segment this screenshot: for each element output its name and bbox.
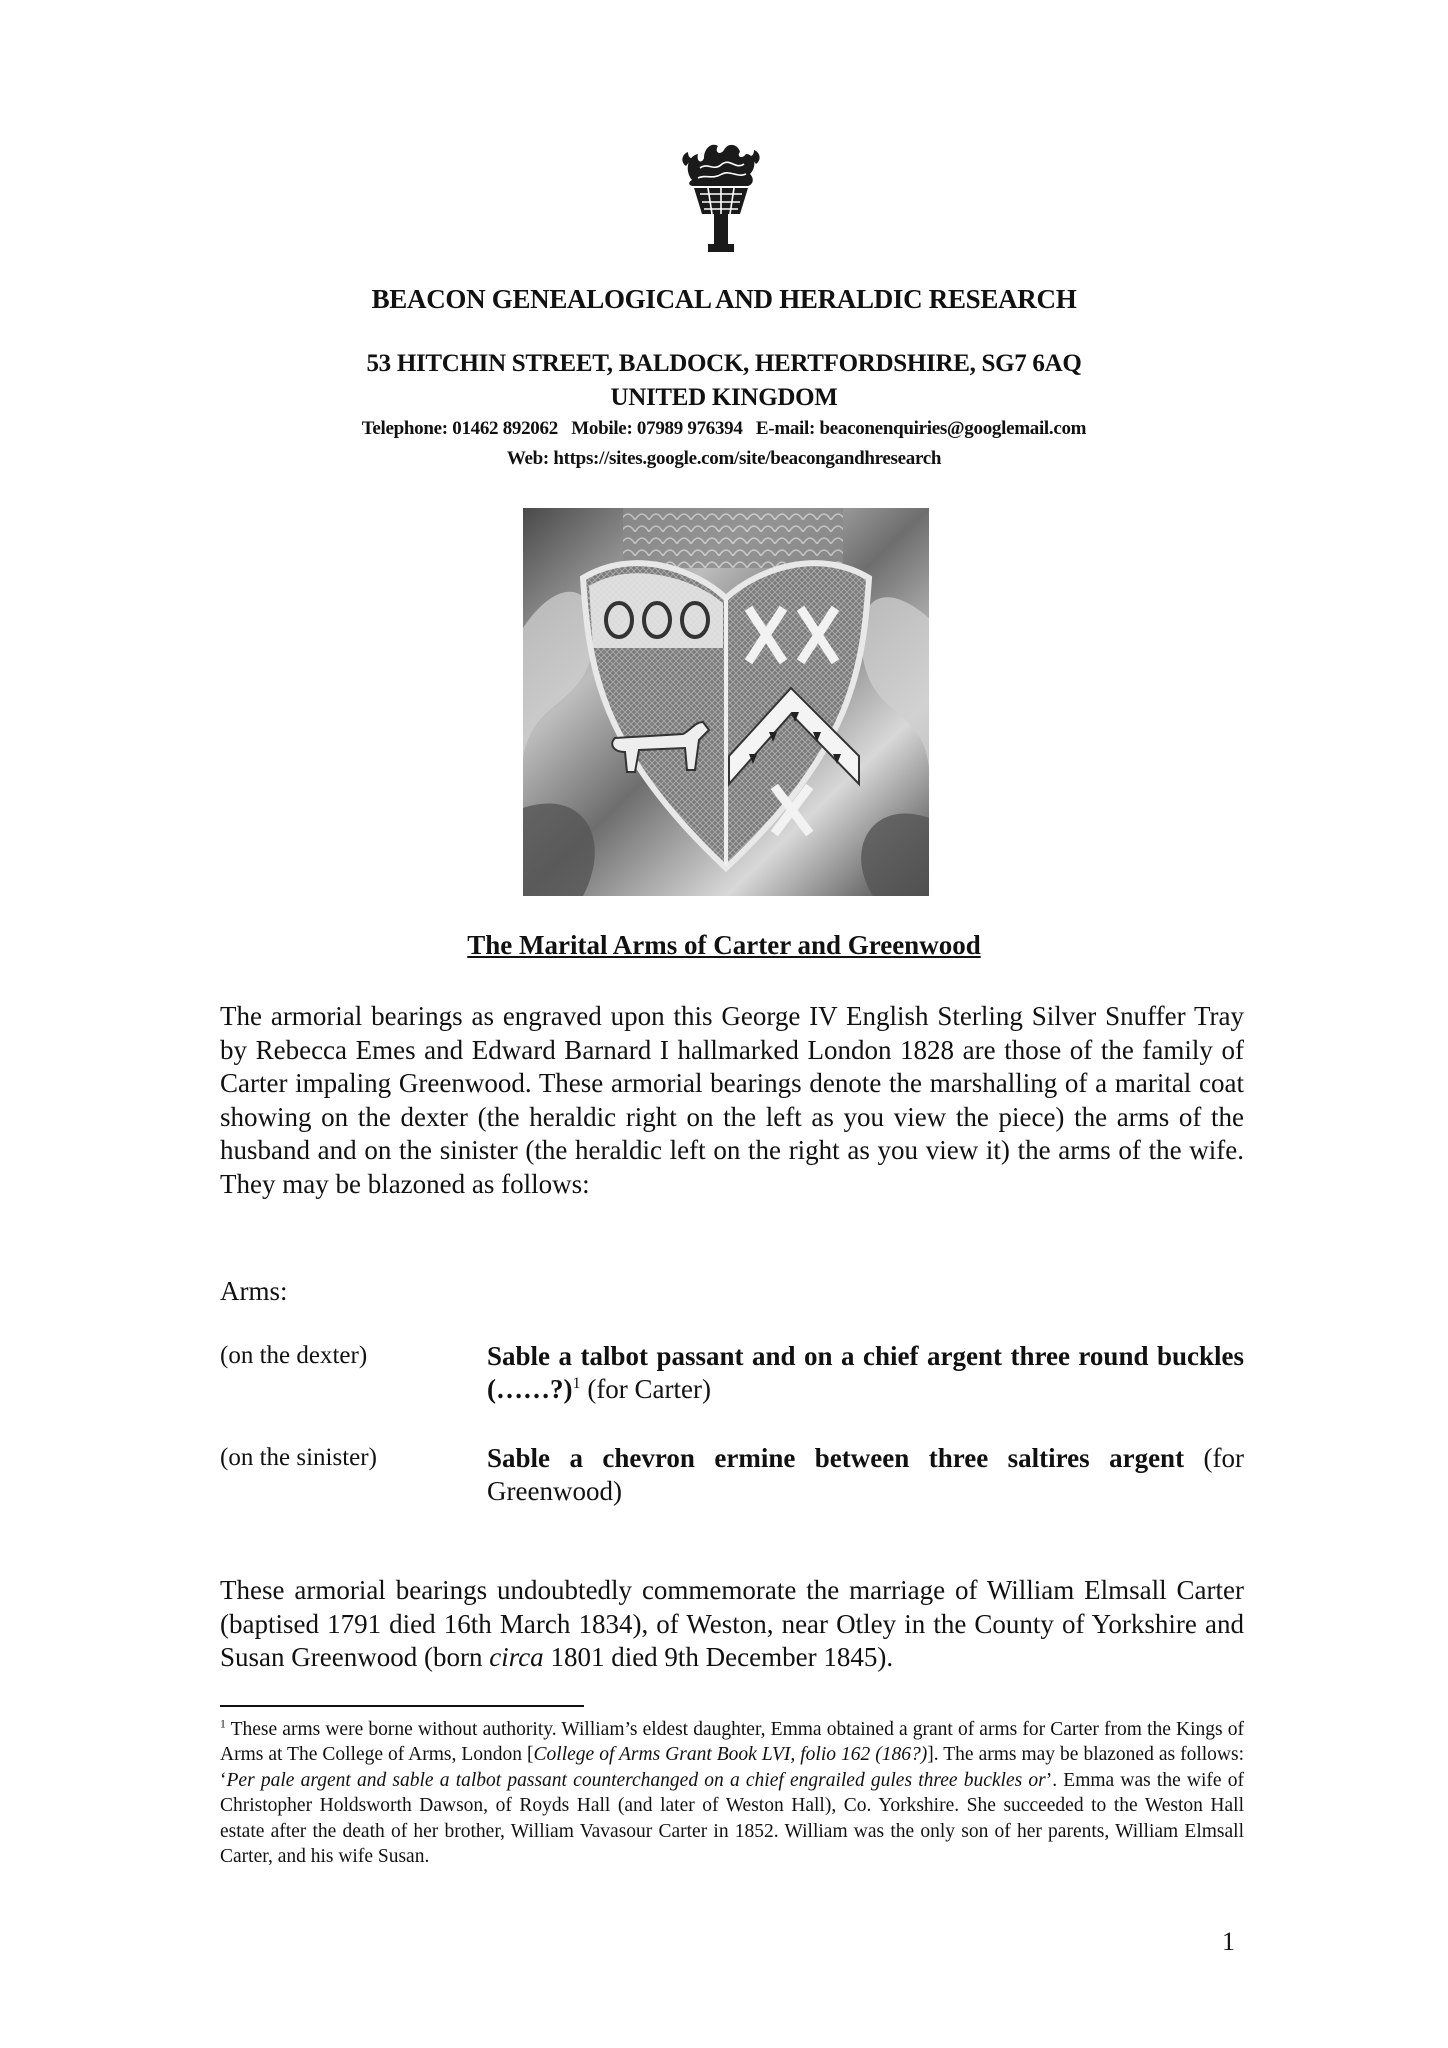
marriage-paragraph: These armorial bearings undoubtedly commemorate the marriage of William Elmsall Carter (baptised 1791 died 16th March 1834), of Weston, near Otley in the County of Yorkshire and Susan Greenwood (born circa 1801 died 9th December 1845). (220, 1575, 1244, 1672)
beacon-torch-icon (678, 140, 764, 258)
dexter-blazon: Sable a talbot passant and on a chief argent three round buckles (……?)$^1$ (for Carter) (487, 1341, 1244, 1404)
organisation-name: BEACON GENEALOGICAL AND HERALDIC RESEARCH (371, 284, 1077, 314)
contact-line: Telephone: 01462 892062 Mobile: 07989 976394 E-mail: beaconenquiries@googlemail.com (361, 418, 1087, 439)
arms-heading: Arms: (220, 1276, 288, 1306)
footnote-divider (220, 1705, 584, 1707)
footnote-number: 1 (220, 1717, 226, 1731)
document-title: The Marital Arms of Carter and Greenwood (467, 930, 981, 960)
intro-paragraph: The armorial bearings as engraved upon this George IV English Sterling Silver Snuffer Tray by Rebecca Emes and Edward Barnard I hallmarked London 1828 are those of the family of Carter impaling Greenwood. These armorial bearings denote the marshalling of a marital coat showing on the dexter (the heraldic right on the left as you view the piece) the arms of the husband and on the sinister (the heraldic left on the right as you view it) the arms of the wife. They may be blazoned as follows: (220, 1001, 1244, 1199)
address-line-2: UNITED KINGDOM (610, 384, 838, 411)
sinister-label: (on the sinister) (220, 1444, 377, 1471)
address-line-1: 53 HITCHIN STREET, BALDOCK, HERTFORDSHIRE, SG7 6AQ (366, 350, 1082, 377)
engraved-arms-photo (523, 508, 929, 896)
dexter-label: (on the dexter) (220, 1342, 368, 1369)
footnote: $^1$ These arms were borne without authority. William’s eldest daughter, Emma obtained a grant of arms for Carter from the Kings of Arms at The College of Arms, London [College of Arms Grant Book LVI, folio 162 (186?)]. The arms may be blazoned as follows: ‘Per pale argent and sable a talbot passant counterchanged on a chief engrailed gules three buckles or’. Emma was the wife of Christopher Holdsworth Dawson, of Royds Hall (and later of Weston Hall), Co. Yorkshire. She succeeded to the Weston Hall estate after the death of her brother, William Vavasour Carter in 1852. William was the only son of her parents, William Elmsall Carter, and his wife Susan. (220, 1717, 1244, 1868)
footnote-reference: 1 (572, 1374, 581, 1392)
page-number: 1 (1222, 1927, 1235, 1956)
sinister-blazon: Sable a chevron ermine between three saltires argent (for Greenwood) (487, 1443, 1244, 1506)
website-line: Web: https://sites.google.com/site/beacongandhresearch (506, 448, 942, 469)
